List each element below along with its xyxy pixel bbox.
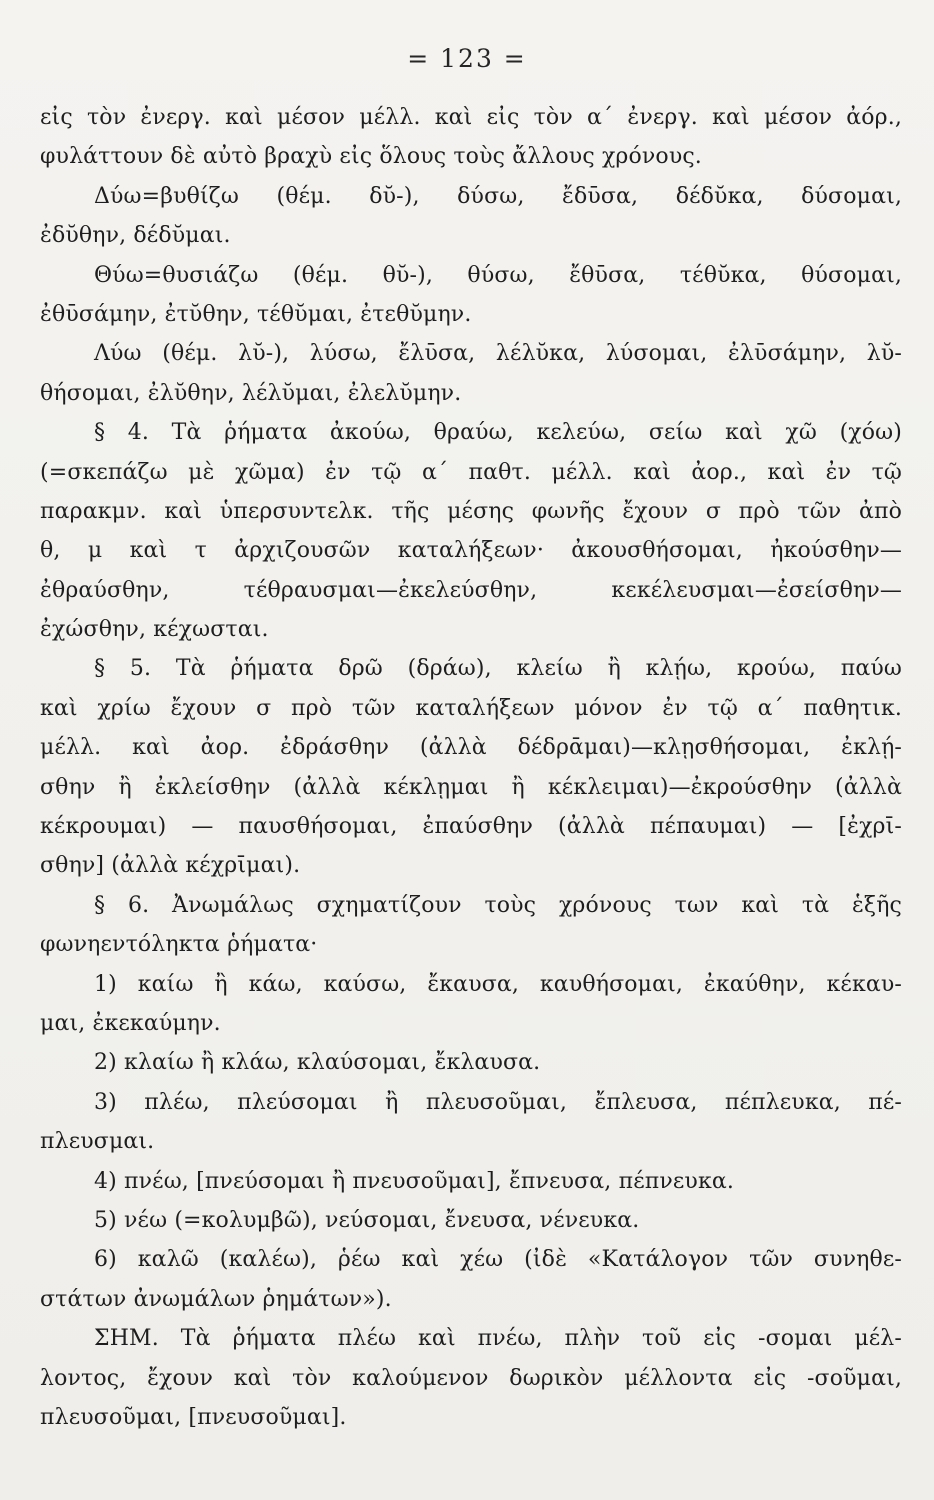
text-line: 4) πνέω, [πνεύσομαι ἢ πνευσοῦμαι], ἔπνευσα, πέπνευκα. — [94, 1168, 734, 1194]
text-line: § 6. Ἀνωμάλως σχηματίζουν τοὺς χρόνους των καὶ τὰ ἑξῆς — [94, 892, 902, 918]
text-line: σθην] (ἀλλὰ κέχρῑμαι). — [40, 853, 301, 879]
text-line: εἰς τὸν ἐνεργ. καὶ μέσον μέλλ. καὶ εἰς τὸν α΄ ἐνεργ. καὶ μέσον ἀόρ., — [40, 105, 902, 130]
text-line: μέλλ. καὶ ἀορ. ἐδράσθην (ἀλλὰ δέδρᾱμαι)—κλῃσθήσομαι, ἐκλῄ- — [40, 735, 902, 761]
text-line: μαι, ἐκεκαύμην. — [40, 1010, 221, 1036]
text-line: Θύω=θυσιάζω (θέμ. θῠ-), θύσω, ἔθῡσα, τέθῠκα, θύσομαι, — [94, 262, 902, 288]
text-line: πλευσμαι. — [40, 1129, 155, 1155]
text-line: φωνηεντόληκτα ῥήματα· — [40, 932, 318, 958]
text-line: ἐχώσθην, κέχωσται. — [40, 617, 269, 643]
text-line: θήσομαι, ἐλῠθην, λέλῠμαι, ἐλελῠμην. — [40, 380, 462, 406]
text-line: καὶ χρίω ἔχουν σ πρὸ τῶν καταλήξεων μόνον ἐν τῷ α΄ παθητικ. — [40, 695, 902, 721]
text-line: ΣΗΜ. Τὰ ῥήματα πλέω καὶ πνέω, πλὴν τοῦ εἰς -σομαι μέλ- — [94, 1326, 902, 1352]
text-line: Δύω=βυθίζω (θέμ. δῠ-), δύσω, ἔδῡσα, δέδῠκα, δύσομαι, — [94, 183, 902, 209]
text-line: 2) κλαίω ἢ κλάω, κλαύσομαι, ἔκλαυσα. — [94, 1050, 541, 1076]
text-line: κέκρουμαι) — παυσθήσομαι, ἐπαύσθην (ἀλλὰ πέπαυμαι) — [ἐχρῑ- — [40, 814, 902, 840]
text-line: 6) καλῶ (καλέω), ῥέω καὶ χέω (ἰδὲ «Κατάλογον τῶν συνηθε- — [94, 1247, 902, 1273]
text-line: ἐδῠθην, δέδῠμαι. — [40, 223, 231, 249]
page-text — [40, 98, 902, 1437]
page-number: = 123 = — [407, 44, 527, 73]
text-line: παρακμν. καὶ ὑπερσυντελκ. τῆς μέσης φωνῆς ἔχουν σ πρὸ τῶν ἀπὸ — [40, 498, 902, 524]
text-line: 3) πλέω, πλεύσομαι ἢ πλευσοῦμαι, ἔπλευσα, πέπλευκα, πέ- — [94, 1089, 902, 1115]
text-line: 5) νέω (=κολυμβῶ), νεύσομαι, ἔνευσα, νένευκα. — [94, 1207, 640, 1233]
text-line: ἐθῡσάμην, ἐτῠθην, τέθῠμαι, ἐτεθῠμην. — [40, 301, 472, 327]
text-line: ἐθραύσθην, τέθραυσμαι—ἐκελεύσθην, κεκέλευσμαι—ἐσείσθην— — [40, 577, 902, 603]
text-line: § 4. Τὰ ῥήματα ἀκούω, θραύω, κελεύω, σείω καὶ χῶ (χόω) — [94, 420, 902, 446]
text-line: 1) καίω ἢ κάω, καύσω, ἔκαυσα, καυθήσομαι, ἐκαύθην, κέκαυ- — [94, 971, 902, 997]
text-line: σθην ἢ ἐκλείσθην (ἀλλὰ κέκλῃμαι ἢ κέκλειμαι)—ἐκρούσθην (ἀλλὰ — [40, 774, 902, 800]
text-line: πλευσοῦμαι, [πνευσοῦμαι]. — [40, 1404, 347, 1430]
text-line: λοντος, ἔχουν καὶ τὸν καλούμενον δωρικὸν μέλλοντα εἰς -σοῦμαι, — [40, 1365, 902, 1391]
text-line: στάτων ἀνωμάλων ῥημάτων»). — [40, 1286, 392, 1312]
text-line: φυλάττουν δὲ αὐτὸ βραχὺ εἰς ὅλους τοὺς ἄλλους χρόνους. — [40, 144, 702, 170]
text-line: (=σκεπάζω μὲ χῶμα) ἐν τῷ α΄ παθτ. μέλλ. καὶ ἀορ., καὶ ἐν τῷ — [40, 459, 902, 485]
text-line: Λύω (θέμ. λῠ-), λύσω, ἔλῡσα, λέλῠκα, λύσομαι, ἐλῡσάμην, λῠ- — [94, 341, 902, 367]
text-line: θ, μ καὶ τ ἀρχιζουσῶν καταλήξεων· ἀκουσθήσομαι, ἠκούσθην— — [40, 538, 902, 564]
text-line: § 5. Τὰ ῥήματα δρῶ (δράω), κλείω ἢ κλῄω, κρούω, παύω — [94, 656, 902, 682]
